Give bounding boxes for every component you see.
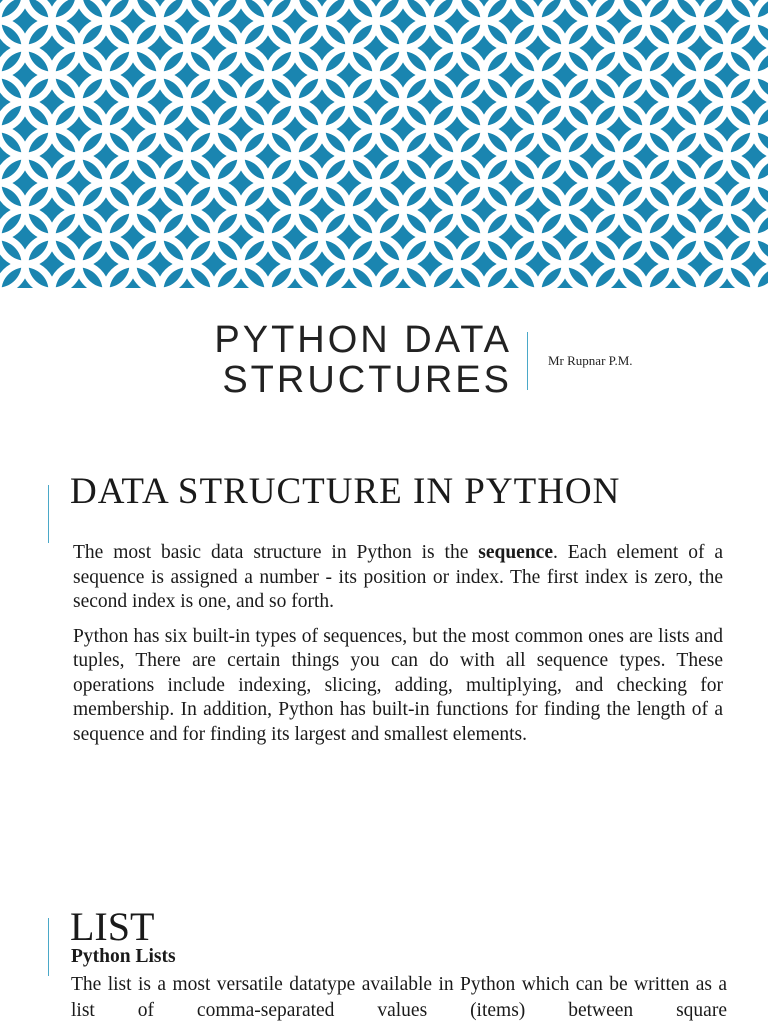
presentation-title: [0, 320, 512, 400]
slide2-heading: DATA STRUCTURE IN PYTHON: [70, 471, 621, 512]
p1-text-end: . Each element of a sequence is assigned a number - its position or index. The first index is zero, the second index is one, and so forth.: [73, 542, 724, 612]
slide3-heading: LIST: [70, 904, 155, 949]
author-name: Mr Rupnar P.M.: [548, 353, 633, 368]
p1-bold-term: sequence: [478, 542, 553, 563]
title-line-1: PYTHON DATA: [214, 319, 512, 361]
slide3-body: The list is a most versatile datatype available in Python which can be written as a list of comma-separated values (items) between square: [71, 974, 727, 1021]
circle-pattern-graphic: [0, 0, 768, 288]
slide2-body: [73, 541, 723, 757]
slide2-paragraph-2: Python has six built-in types of sequences, but the most common ones are lists and tuples, There are certain things you can do with all sequence types. These operations include indexing, slicing, adding, multiplying, and checking for membership. In addition, Python has built-in functions for finding the length of a sequence and for finding its largest and smallest elements.: [73, 625, 723, 745]
slide3-accent-bar: [48, 918, 49, 976]
title-banner: [0, 0, 768, 288]
slide3-subheading: Python Lists: [71, 946, 176, 967]
p1-text-start: The most basic data structure in Python is the: [73, 542, 479, 563]
title-divider: [527, 332, 528, 390]
slide2-accent-bar: [48, 485, 49, 543]
title-line-2: STRUCTURES: [222, 359, 512, 401]
slide2-paragraph-1: [73, 541, 723, 615]
